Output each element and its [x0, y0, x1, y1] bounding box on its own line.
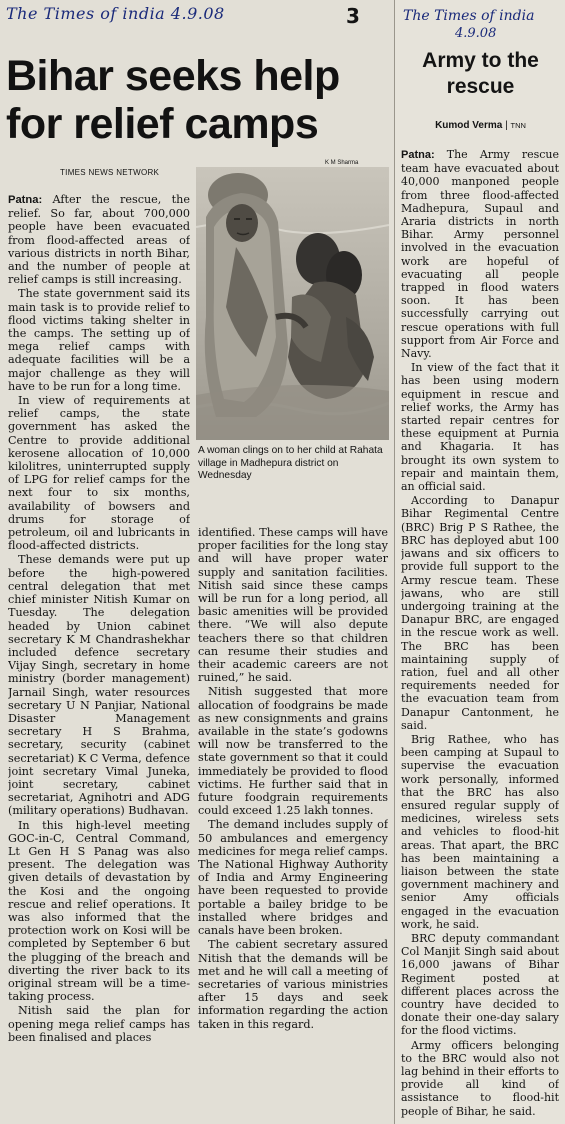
handwritten-source-note: The Times of india: [403, 8, 535, 24]
byline-name: Kumod Verma: [435, 120, 503, 131]
paragraph: Patna: After the rescue, the relief. So far, about 700,000 people have been evacuated from flood-affected areas of various districts in north Bihar, and the number of people at relief camps is still increasing.: [8, 193, 190, 287]
paragraph: identified. These camps will have proper facilities for the long stay and will have proper water supply and sanitation facilities. Nitish said since these camps will be run for a long period, all basic amenities will be provided there. “We will also depute teachers there so that children can resume their studies and their academic careers are not ruined,” he said.: [198, 526, 388, 685]
article-column-2: [198, 526, 388, 1121]
paragraph: In this high-level meeting GOC-in-C, Central Command, Lt Gen H S Panag was also present. The delegation was given details of devastation by the Kosi and the ongoing rescue and relief operations. It was also informed that the protection work on Kosi will be completed by September 6 but the plugging of the breach and diverting the river back to its original stream will be a time-taking process.: [8, 818, 190, 1004]
paragraph: Brig Rathee, who has been camping at Supaul to supervise the evacuation work personally, informed that the BRC has also ensured regular supply of medicines, wireless sets and vehicles to flood-hit areas. That apart, the BRC has been maintaining a liaison between the state government machinery and senior Amy officials engaged in the evacuation work, he said.: [401, 732, 559, 931]
photo-caption: A woman clings on to her child at Rahata village in Madhepura district on Wednesday: [198, 445, 383, 481]
flood-photo: [196, 167, 389, 440]
photo-credit: K M Sharma: [325, 160, 359, 166]
flood-photo-image: [196, 167, 389, 440]
byline: TIMES NEWS NETWORK: [60, 168, 160, 177]
page-number: 3: [346, 4, 360, 28]
paragraph: Nitish said the plan for opening mega relief camps has been finalised and places: [8, 1004, 190, 1044]
paragraph: According to Danapur Bihar Regimental Centre (BRC) Brig P S Rathee, the BRC has deployed abut 100 jawans and six officers to provide full support to the Army rescue team. These jawans, who are still undergoing training at the Danapur BRC, are engaged in the rescue work as well. The BRC has been maintaining supply of ration, fuel and all other requirements needed for the evacuation team from Danapur Cantonment, he said.: [401, 494, 559, 732]
headline: Bihar seeks help for relief camps: [6, 52, 340, 148]
headline: Army to the rescue: [422, 49, 539, 98]
paragraph: In view of the fact that it has been using modern equipment in rescue and relief works, the Army has started repair centres for these equipment at Purnia and Khagaria. It has brought its own system to repair and maintain them, an official said.: [401, 361, 559, 494]
dateline: Patna:: [401, 149, 435, 161]
article-column-1: [8, 193, 190, 1121]
paragraph: These demands were put up before the high-powered central delegation that met chief minister Nitish Kumar on Tuesday. The delegation headed by Union cabinet secretary K M Chandrashekhar included defence secretary Vijay Singh, secretary in home ministry (border management) Jarnail Singh, water resources secretary U N Panjiar, National Disaster Management secretary H S Brahma, secretary, security (cabinet secretariat) K C Verma, defence joint secretary Vimal Juneka, joint secretary, cabinet secretariat, Agnihotri and ADG (military operations) Budhavan.: [8, 553, 190, 818]
byline-separator: |: [502, 120, 511, 131]
byline-agency: TNN: [510, 121, 526, 130]
dateline: Patna:: [8, 194, 43, 206]
paragraph: The state government said its main task is to provide relief to flood victims taking shelter in the camps. The setting up of mega relief camps with adequate facilities will be a major challenge as they will have to be run for a long time.: [8, 287, 190, 393]
paragraph: Nitish suggested that more allocation of foodgrains be made as new consignments and grains available in the state’s godowns will now be transferred to the state government so that it could immediately be provided to flood victims. He further said that in future foodgrain requirements could exceed 1.25 lakh tonnes.: [198, 685, 388, 818]
byline: [399, 120, 562, 131]
article-column: [401, 148, 559, 1121]
paragraph: In view of requirements at relief camps, the state government has asked the Centre to provide additional kerosene allocation of 10,000 kilolitres, uninterrupted supply of LPG for relief camps for the next four to six months, availability of bowsers and drums for storage of petroleum, oil and lubricants in flood-affected districts.: [8, 394, 190, 553]
right-news-clipping: [394, 0, 565, 1124]
paragraph: Patna: The Army rescue team have evacuated about 40,000 manponed people from three flood-affected Madhepura, Supaul and Araria districts in north Bihar. Army personnel involved in the evacuation work are hopeful of evacuating all people trapped in flood waters soon. It has been successfully carrying out rescue operations with full support from Air Force and Navy.: [401, 148, 559, 361]
paragraph: The cabient secretary assured Nitish that the demands will be met and he will call a meeting of secretaries of various ministries after 15 days and seek information regarding the action taken in this regard.: [198, 938, 388, 1031]
handwritten-source-note: The Times of india 4.9.08: [6, 4, 225, 23]
paragraph: BRC deputy commandant Col Manjit Singh said about 16,000 jawans of Bihar Regiment posted at different places across the country have decided to donate their one-day salary for the flood victims.: [401, 931, 559, 1038]
paragraph: Army officers belonging to the BRC would also not lag behind in their efforts to provide all kind of assistance to flood-hit people of Bihar, he said.: [401, 1038, 559, 1118]
handwritten-date-note: 4.9.08: [455, 26, 497, 41]
paragraph: The demand includes supply of 50 ambulances and emergency medicines for mega relief camps. The National Highway Authority of India and Army Engineering have been requested to provide portable a bailey bridge to be installed where bridges and canals have been broken.: [198, 818, 388, 938]
